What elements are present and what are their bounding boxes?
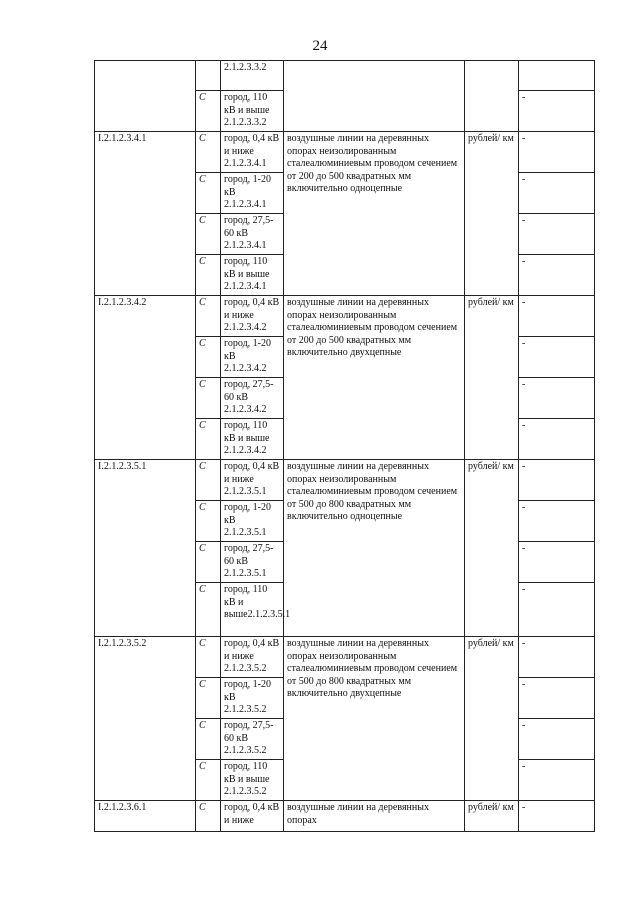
value-cell: - — [519, 637, 595, 678]
value-cell: - — [519, 214, 595, 255]
value-cell: - — [519, 173, 595, 214]
category-cell: город, 1-20 кВ 2.1.2.3.5.2 — [221, 678, 284, 719]
unit-cell: рублей/ км — [465, 801, 519, 832]
value-cell: - — [519, 132, 595, 173]
category-cell: город, 110 кВ и выше 2.1.2.3.4.1 — [221, 255, 284, 296]
category-cell: город, 1-20 кВ 2.1.2.3.5.1 — [221, 501, 284, 542]
value-cell: - — [519, 501, 595, 542]
table-row — [95, 801, 595, 832]
category-cell: 2.1.2.3.3.2 — [221, 61, 284, 91]
letter-cell: С — [196, 173, 221, 214]
table-row — [95, 61, 595, 91]
value-cell — [519, 61, 595, 91]
category-cell: город, 0,4 кВ и ниже 2.1.2.3.5.2 — [221, 637, 284, 678]
code-cell: I.2.1.2.3.4.1 — [95, 132, 196, 296]
category-cell: город, 110 кВ и выше2.1.2.3.5.1 — [221, 583, 284, 637]
letter-cell: С — [196, 214, 221, 255]
tariff-table — [94, 60, 595, 832]
letter-cell: С — [196, 296, 221, 337]
unit-cell: рублей/ км — [465, 132, 519, 296]
category-cell: город, 0,4 кВ и ниже 2.1.2.3.4.1 — [221, 132, 284, 173]
category-cell: город, 110 кВ и выше 2.1.2.3.4.2 — [221, 419, 284, 460]
code-cell: I.2.1.2.3.5.1 — [95, 460, 196, 637]
letter-cell — [196, 61, 221, 91]
value-cell: - — [519, 296, 595, 337]
letter-cell: С — [196, 719, 221, 760]
value-cell: - — [519, 583, 595, 637]
letter-cell: С — [196, 337, 221, 378]
unit-cell — [465, 61, 519, 132]
category-cell: город, 0,4 кВ и ниже 2.1.2.3.4.2 — [221, 296, 284, 337]
category-cell: город, 27,5-60 кВ 2.1.2.3.4.1 — [221, 214, 284, 255]
letter-cell: С — [196, 801, 221, 832]
category-cell: город, 27,5-60 кВ 2.1.2.3.5.2 — [221, 719, 284, 760]
category-cell: город, 27,5-60 кВ 2.1.2.3.5.1 — [221, 542, 284, 583]
value-cell: - — [519, 378, 595, 419]
table-row — [95, 637, 595, 678]
letter-cell: С — [196, 419, 221, 460]
description-cell — [284, 61, 465, 132]
description-cell: воздушные линии на деревянных опорах неизолированным сталеалюминиевым проводом сечением от 200 до 500 квадратных мм включительно одноцепные — [284, 132, 465, 296]
value-cell: - — [519, 719, 595, 760]
code-cell: I.2.1.2.3.6.1 — [95, 801, 196, 832]
code-cell — [95, 61, 196, 132]
unit-cell: рублей/ км — [465, 460, 519, 637]
category-cell: город, 110 кВ и выше 2.1.2.3.5.2 — [221, 760, 284, 801]
description-cell: воздушные линии на деревянных опорах — [284, 801, 465, 832]
code-cell: I.2.1.2.3.4.2 — [95, 296, 196, 460]
letter-cell: С — [196, 760, 221, 801]
letter-cell: С — [196, 583, 221, 637]
value-cell: - — [519, 542, 595, 583]
value-cell: - — [519, 678, 595, 719]
page-number: 24 — [312, 38, 328, 54]
letter-cell: С — [196, 542, 221, 583]
unit-cell: рублей/ км — [465, 296, 519, 460]
letter-cell: С — [196, 255, 221, 296]
letter-cell: С — [196, 501, 221, 542]
letter-cell: С — [196, 460, 221, 501]
category-cell: город, 110 кВ и выше 2.1.2.3.3.2 — [221, 91, 284, 132]
description-cell: воздушные линии на деревянных опорах неизолированным сталеалюминиевым проводом сечением от 500 до 800 квадратных мм включительно двухцепные — [284, 637, 465, 801]
category-cell: город, 0,4 кВ и ниже 2.1.2.3.5.1 — [221, 460, 284, 501]
category-cell: город, 27,5-60 кВ 2.1.2.3.4.2 — [221, 378, 284, 419]
table-row — [95, 132, 595, 173]
description-cell: воздушные линии на деревянных опорах неизолированным сталеалюминиевым проводом сечением от 500 до 800 квадратных мм включительно одноцепные — [284, 460, 465, 637]
table-row — [95, 460, 595, 501]
value-cell: - — [519, 91, 595, 132]
unit-cell: рублей/ км — [465, 637, 519, 801]
value-cell: - — [519, 801, 595, 832]
letter-cell: С — [196, 91, 221, 132]
category-cell: город, 1-20 кВ 2.1.2.3.4.2 — [221, 337, 284, 378]
value-cell: - — [519, 460, 595, 501]
letter-cell: С — [196, 132, 221, 173]
category-cell: город, 0,4 кВ и ниже — [221, 801, 284, 832]
value-cell: - — [519, 255, 595, 296]
table-row — [95, 296, 595, 337]
value-cell: - — [519, 337, 595, 378]
category-cell: город, 1-20 кВ 2.1.2.3.4.1 — [221, 173, 284, 214]
value-cell: - — [519, 760, 595, 801]
letter-cell: С — [196, 637, 221, 678]
letter-cell: С — [196, 378, 221, 419]
letter-cell: С — [196, 678, 221, 719]
description-cell: воздушные линии на деревянных опорах неизолированным сталеалюминиевым проводом сечением от 200 до 500 квадратных мм включительно двухцепные — [284, 296, 465, 460]
value-cell: - — [519, 419, 595, 460]
code-cell: I.2.1.2.3.5.2 — [95, 637, 196, 801]
